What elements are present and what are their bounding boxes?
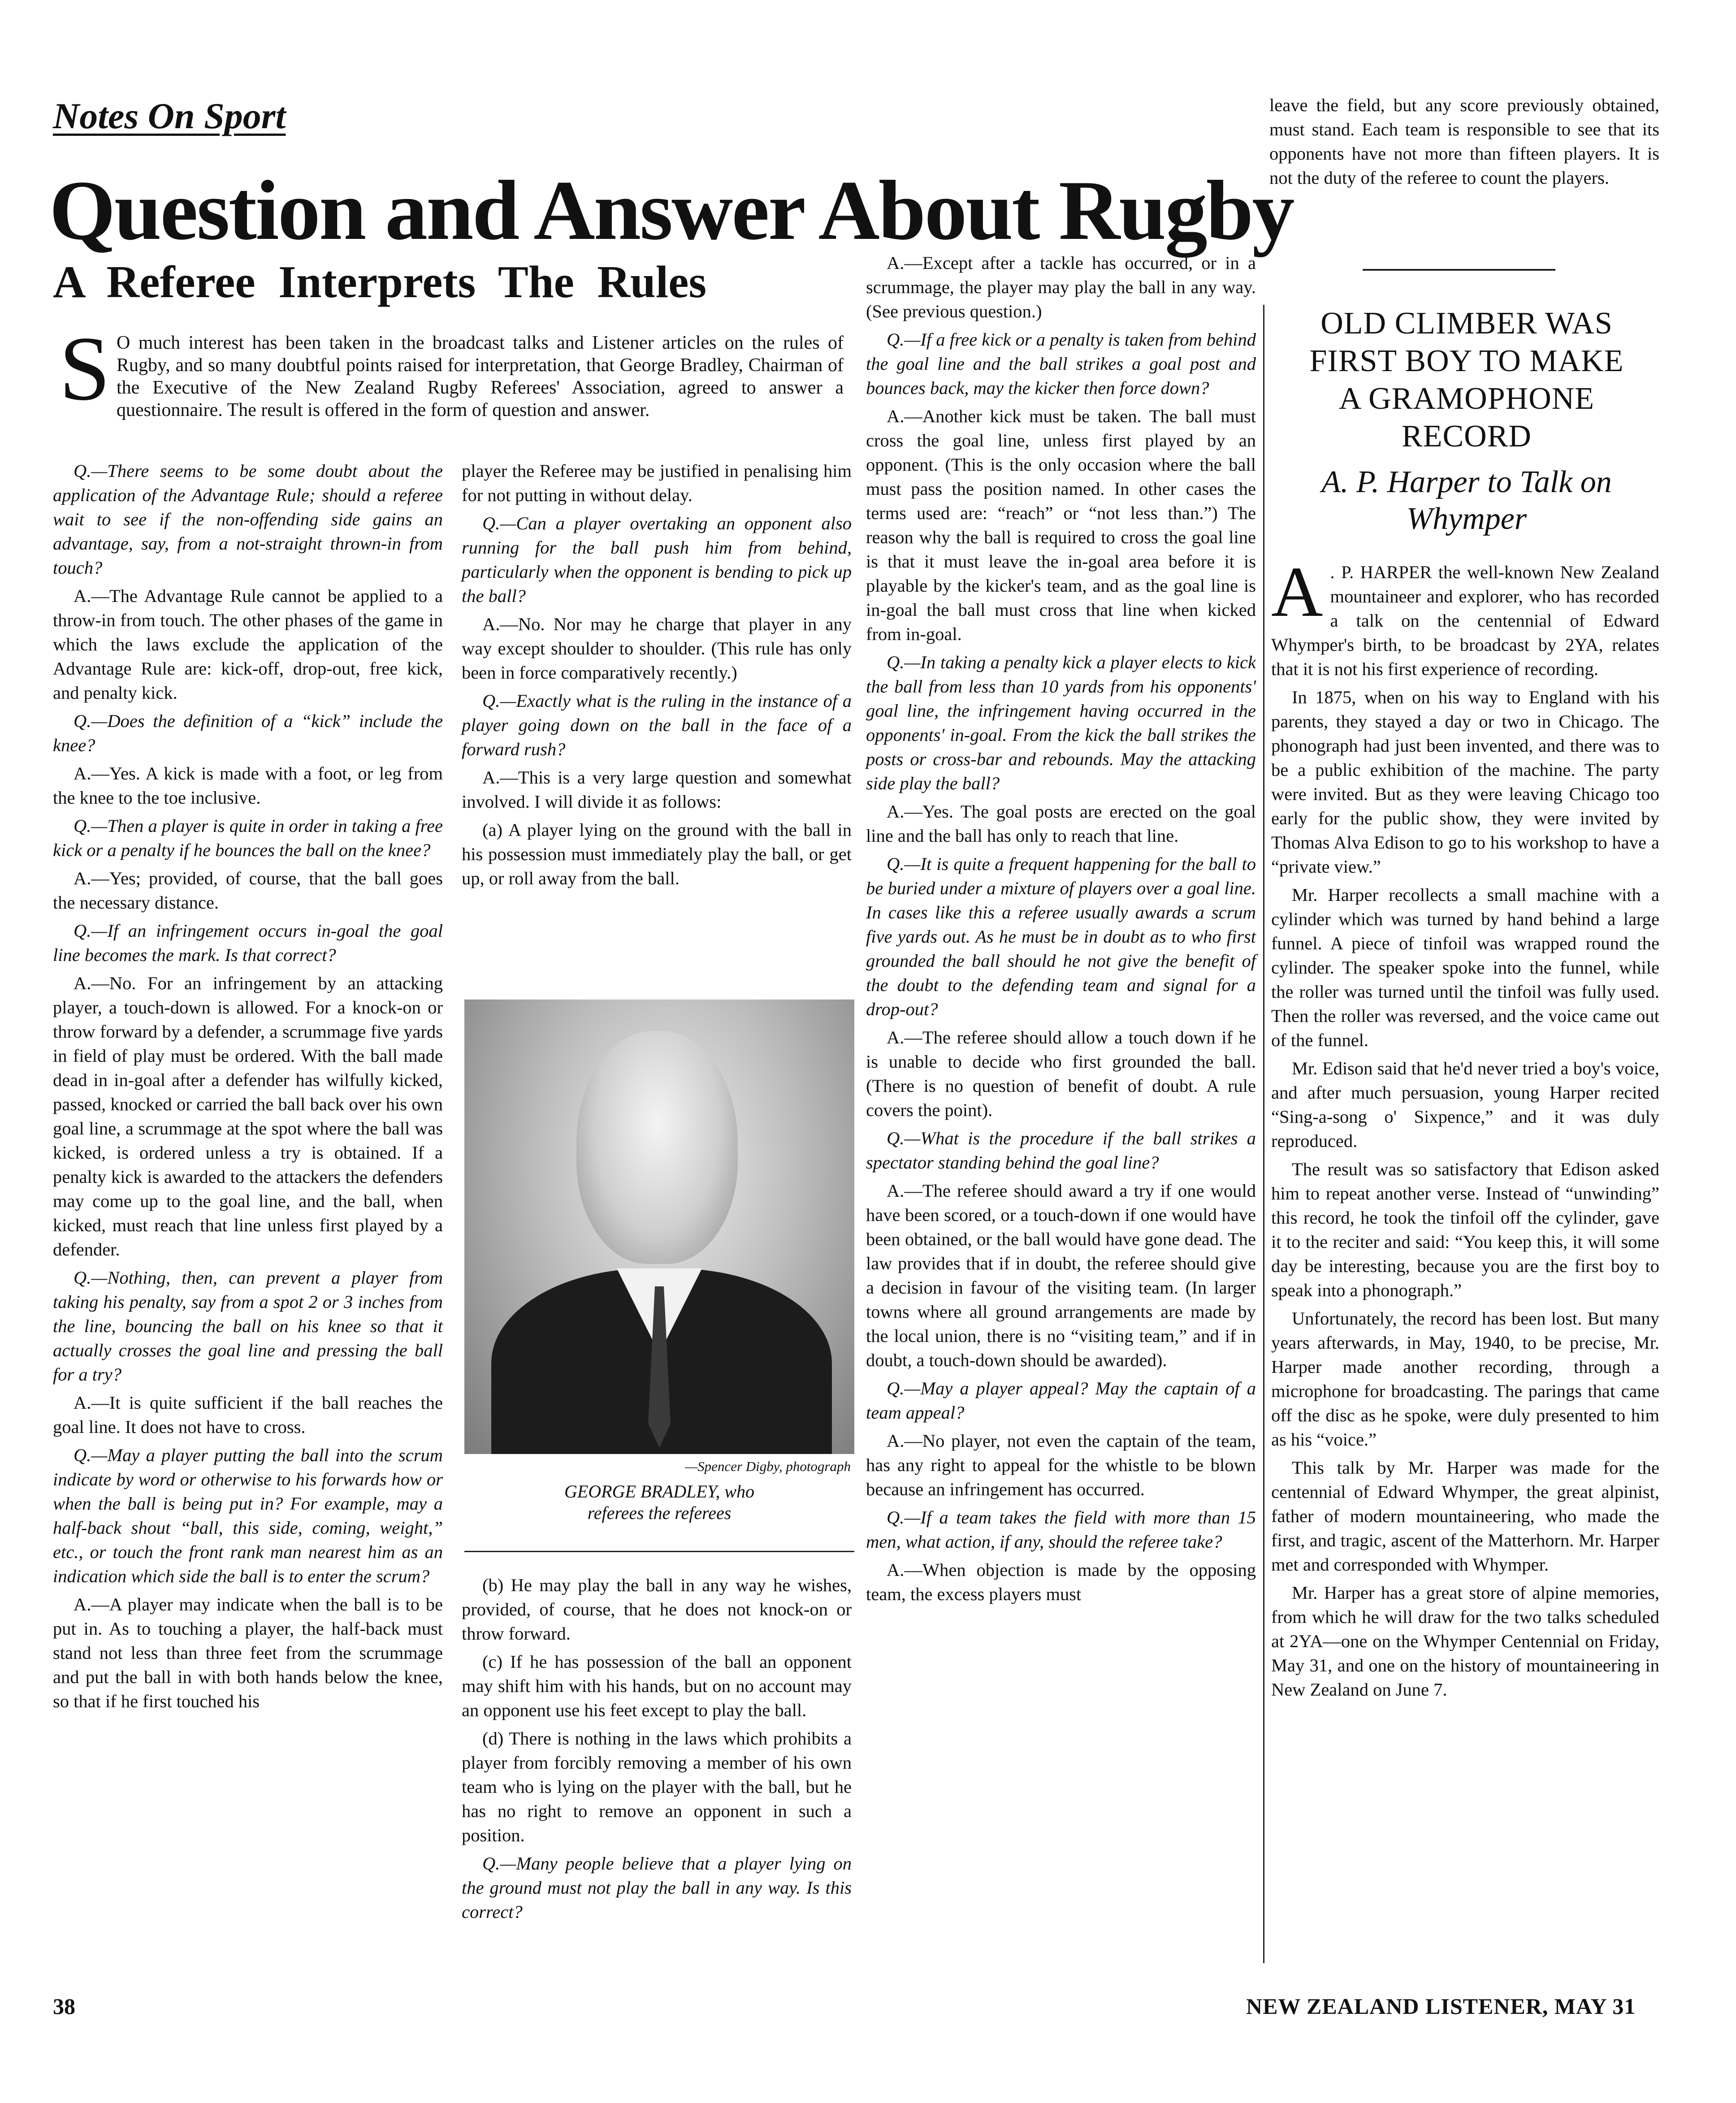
- question-paragraph: Q.—Nothing, then, can prevent a player from taking his penalty, say from a spot 2 or 3 inches from the line, bouncing the ball on his knee so that it actually crosses the goal line and pressing the ball for a try?: [53, 1268, 443, 1385]
- answer-paragraph: A.—Yes. A kick is made with a foot, or leg from the knee to the toe inclusive.: [53, 763, 443, 808]
- answer-paragraph: (a) A player lying on the ground with the ball in his possession must immediately play the ball, or get up, or roll away from the ball.: [462, 820, 852, 888]
- intro-drop-cap: S: [59, 318, 111, 420]
- column-2-top: [462, 459, 852, 895]
- climber-headline: [1269, 305, 1664, 455]
- answer-paragraph: A.—The Advantage Rule cannot be applied to a throw-in from touch. The other phases of the game in which the laws exclude the application of the Advantage Rule are: kick-off, drop-out, free kick, and penalty kick.: [53, 586, 443, 703]
- headline: Question and Answer About Rugby: [49, 164, 1294, 258]
- section-label: Notes On Sport: [53, 95, 286, 136]
- caption-line-1: GEORGE BRADLEY, who: [564, 1481, 755, 1502]
- subhead: A Referee Interprets The Rules: [53, 257, 707, 307]
- answer-paragraph: (b) He may play the ball in any way he wishes, provided, of course, that he does not knock-on or throw forward.: [462, 1575, 852, 1644]
- question-paragraph: Q.—Many people believe that a player lying on the ground must not play the ball in any way. Is this correct?: [462, 1853, 852, 1922]
- column-4-article: [1271, 552, 1659, 1706]
- column-1: [53, 459, 443, 1718]
- climber-sub-line-1: A. P. Harper to Talk on: [1321, 465, 1612, 499]
- answer-paragraph: A.—The referee should allow a touch down if he is unable to decide who first grounded the ball. (There is no question of benefit of doubt. A rule covers the point).: [866, 1027, 1256, 1120]
- question-paragraph: Q.—If a team takes the field with more than 15 men, what action, if any, should the referee take?: [866, 1507, 1256, 1552]
- question-paragraph: Q.—May a player putting the ball into the scrum indicate by word or otherwise to his forwards how or when the ball is being put in? For example, may a half-back shout “ball, this side, coming, weight,” etc., or touch the front rank man nearest him as an indication which side the ball is to enter the scrum?: [53, 1445, 443, 1586]
- climber-paragraph: In 1875, when on his way to England with his parents, they stayed a day or two in Chicago. The phonograph had just been invented, and there was to be a public exhibition of the machine. The party were invited. But as they were leaving Chicago too early for the public show, they were invited by Thomas Alva Edison to go to his workshop to have a “private view.”: [1271, 687, 1659, 877]
- intro-text: O much interest has been taken in the broadcast talks and Listener articles on the rules of Rugby, and so many doubtful points raised for interpretation, that George Bradley, Chairman of the Executive of the New Zealand Rugby Referees' Association, agreed to answer a questionnaire. The result is offered in the form of question and answer.: [117, 333, 844, 420]
- climber-title-line-4: RECORD: [1402, 419, 1532, 454]
- photo-caption: [464, 1481, 854, 1524]
- question-paragraph: Q.—What is the procedure if the ball strikes a spectator standing behind the goal line?: [866, 1128, 1256, 1173]
- climber-lead-text: . P. HARPER the well-known New Zealand mountaineer and explorer, who has recorded a talk on the centennial of Edward Whymper's birth, to be broadcast by 2YA, relates that it is not his first experience of recording.: [1271, 562, 1659, 679]
- question-paragraph: Q.—Then a player is quite in order in taking a free kick or a penalty if he bounces the ball on the knee?: [53, 816, 443, 860]
- question-paragraph: Q.—There seems to be some doubt about the application of the Advantage Rule; should a referee wait to see if the non-offending side gains an advantage, say, from a not-straight thrown-in from touch?: [53, 461, 443, 578]
- photo-credit: —Spencer Digby, photograph: [685, 1458, 851, 1474]
- answer-paragraph: A.—Another kick must be taken. The ball must cross the goal line, unless first played by an opponent. (This is the only occasion where the ball must pass the position named. In other cases the terms used are: “reach” or “not less than.”) The reason why the ball is required to cross the goal line is that it must leave the in-goal area before it is playable by the kicker's team, and as the goal line is in-goal the ball must cross that line when kicked from in-goal.: [866, 406, 1256, 644]
- climber-paragraph: The result was so satisfactory that Edison asked him to repeat another verse. Instead of “unwinding” this record, he took the tinfoil off the cylinder, gave it to the reciter and said: “You keep this, it will some day be interesting, because you are the first boy to speak into a phonograph.”: [1271, 1159, 1659, 1300]
- answer-paragraph: (d) There is nothing in the laws which prohibits a player from forcibly removing a member of his own team who is lying on the player with the ball, but he has no right to remove an opponent in such a position.: [462, 1728, 852, 1845]
- question-paragraph: Q.—It is quite a frequent happening for the ball to be buried under a mixture of players over a goal line. In cases like this a referee usually awards a scrum five yards out. As he must be in doubt as to who first grounded the ball should he not give the benefit of the doubt to the defending team and signal for a drop-out?: [866, 854, 1256, 1019]
- column-4-top: [1269, 93, 1659, 194]
- portrait-face: [576, 1031, 738, 1264]
- question-paragraph: Q.—If an infringement occurs in-goal the goal line becomes the mark. Is that correct?: [53, 921, 443, 965]
- intro-paragraph: [59, 318, 844, 421]
- climber-paragraph: Mr. Harper has a great store of alpine memories, from which he will draw for the two talks scheduled at 2YA—one on the Whymper Centennial on Friday, May 31, and one on the history of mountaineering in New Zealand on June 7.: [1271, 1583, 1659, 1700]
- caption-line-2: referees the referees: [587, 1503, 732, 1523]
- question-paragraph: Q.—Does the definition of a “kick” include the knee?: [53, 711, 443, 755]
- climber-title-line-2: FIRST BOY TO MAKE: [1309, 344, 1624, 378]
- climber-title-line-3: A GRAMOPHONE: [1338, 381, 1595, 416]
- col4-top-text: leave the field, but any score previously obtained, must stand. Each team is responsible to see that its opponents have not more than fifteen players. It is not the duty of the referee to count the players.: [1269, 95, 1659, 188]
- section-rule: [1363, 269, 1555, 271]
- question-paragraph: Q.—If a free kick or a penalty is taken from behind the goal line and the ball strikes a goal post and bounces back, may the kicker then force down?: [866, 329, 1256, 398]
- answer-paragraph: A.—Except after a tackle has occurred, or in a scrummage, the player may play the ball in any way. (See previous question.): [866, 253, 1256, 321]
- climber-sub-line-2: Whymper: [1406, 502, 1527, 536]
- climber-paragraph: Mr. Harper recollects a small machine with a cylinder which was turned by hand behind a large funnel. A piece of tinfoil was wrapped round the cylinder. The speaker spoke into the funnel, while the roller was turned until the tinfoil was fully used. Then the roller was reversed, and the voice came out of the funnel.: [1271, 885, 1659, 1050]
- answer-paragraph: A.—When objection is made by the opposing team, the excess players must: [866, 1560, 1256, 1604]
- answer-paragraph: A.—A player may indicate when the ball is to be put in. As to touching a player, the half-back must stand not less than three feet from the scrummage and put the ball in with both hands below the knee, so that if he first touched his: [53, 1594, 443, 1711]
- caption-rule: [464, 1551, 854, 1552]
- column-3: [866, 251, 1256, 1610]
- publication-footer: NEW ZEALAND LISTENER, MAY 31: [1246, 1994, 1636, 2019]
- climber-lead: [1271, 552, 1659, 681]
- climber-paragraph: Unfortunately, the record has been lost. But many years afterwards, in May, 1940, to be precise, Mr. Harper made another recording, through a microphone for broadcasting. The parings that came off the disc as he spoke, were duly presented to him as his “voice.”: [1271, 1308, 1659, 1450]
- question-paragraph: Q.—May a player appeal? May the captain of a team appeal?: [866, 1378, 1256, 1423]
- answer-paragraph: A.—No. Nor may he charge that player in any way except shoulder to shoulder. (This rule has only been in force comparatively recently.): [462, 614, 852, 683]
- page-number: 38: [53, 1994, 75, 2019]
- question-paragraph: Q.—Can a player overtaking an opponent also running for the ball push him from behind, particularly when the opponent is bending to pick up the ball?: [462, 513, 852, 606]
- question-paragraph: Q.—In taking a penalty kick a player elects to kick the ball from less than 10 yards from his opponents' goal line, the infringement having occurred in the opponents' in-goal. From the kick the ball strikes the posts or cross-bar and rebounds. May the attacking side play the ball?: [866, 652, 1256, 793]
- portrait-photo: [464, 1000, 854, 1454]
- answer-paragraph: A.—No. For an infringement by an attacking player, a touch-down is allowed. For a knock-on or throw forward by a defender, a scrummage five yards in field of play must be ordered. With the ball made dead in in-goal after a defender has wilfully kicked, passed, knocked or carried the ball back over his own goal line, a scrummage at the spot where the ball was kicked, is ordered unless a try is obtained. If a penalty kick is awarded to the attackers the defenders may come up to the goal line, and the ball, when kicked, must reach that line unless first played by a defender.: [53, 973, 443, 1259]
- answer-paragraph: A.—No player, not even the captain of the team, has any right to appeal for the whistle to be blown because an infringement has occurred.: [866, 1431, 1256, 1499]
- answer-paragraph: A.—It is quite sufficient if the ball reaches the goal line. It does not have to cross.: [53, 1393, 443, 1437]
- answer-paragraph: A.—The referee should award a try if one would have been scored, or a touch-down if one would have been obtained, or the ball would have gone dead. The law provides that if in doubt, the referee should give a decision in favour of the visiting team. (In larger towns where all ground arrangements are made by the local union, there is no “visiting team,” and if in doubt, a touch-down should be awarded).: [866, 1181, 1256, 1370]
- answer-paragraph: player the Referee may be justified in penalising him for not putting in without delay.: [462, 461, 852, 505]
- climber-paragraph: Mr. Edison said that he'd never tried a boy's voice, and after much persuasion, young Harper recited “Sing-a-song o' Sixpence,” and it was duly reproduced.: [1271, 1058, 1659, 1151]
- answer-paragraph: A.—Yes. The goal posts are erected on the goal line and the ball has only to reach that line.: [866, 801, 1256, 846]
- answer-paragraph: A.—This is a very large question and somewhat involved. I will divide it as follows:: [462, 767, 852, 812]
- column-divider: [1263, 305, 1264, 1963]
- climber-paragraph: This talk by Mr. Harper was made for the centennial of Edward Whymper, the great alpinist, father of modern mountaineering, who made the first, and tragic, ascent of the Matterhorn. Mr. Harper met and corresponded with Whymper.: [1271, 1458, 1659, 1575]
- answer-paragraph: (c) If he has possession of the ball an opponent may shift him with his hands, but on no account may an opponent use his feet except to play the ball.: [462, 1652, 852, 1720]
- climber-title-line-1: OLD CLIMBER WAS: [1320, 306, 1613, 341]
- climber-subhead: [1269, 464, 1664, 537]
- climber-drop-cap: A: [1271, 552, 1323, 632]
- question-paragraph: Q.—Exactly what is the ruling in the instance of a player going down on the ball in the face of a forward rush?: [462, 691, 852, 759]
- answer-paragraph: A.—Yes; provided, of course, that the ball goes the necessary distance.: [53, 868, 443, 913]
- column-2-bottom: [462, 1573, 852, 1928]
